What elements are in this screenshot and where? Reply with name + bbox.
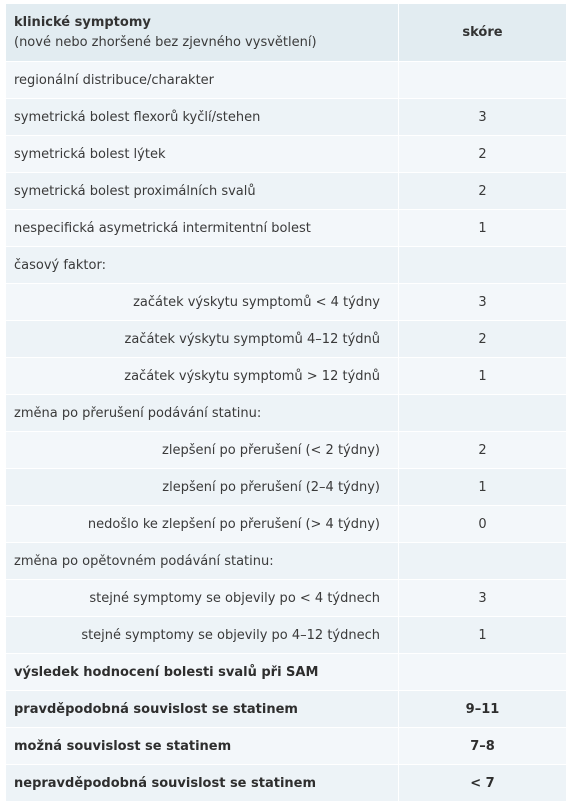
row-label: symetrická bolest flexorů kyčlí/stehen <box>6 99 399 135</box>
row-score <box>399 543 566 579</box>
table-row <box>6 617 566 654</box>
table-row <box>6 136 566 173</box>
row-label: symetrická bolest proximálních svalů <box>6 173 399 209</box>
row-label: regionální distribuce/charakter <box>6 62 399 98</box>
row-label: nepravděpodobná souvislost se statinem <box>6 765 399 801</box>
row-score: 1 <box>399 358 566 394</box>
table-row <box>6 543 566 580</box>
table-header <box>6 4 566 62</box>
table-row <box>6 284 566 321</box>
row-label: stejné symptomy se objevily po < 4 týdnech <box>6 580 399 616</box>
table-row <box>6 506 566 543</box>
row-score: 9–11 <box>465 701 500 717</box>
table-row <box>6 321 566 358</box>
table-row <box>6 173 566 210</box>
row-score: 2 <box>399 432 566 468</box>
row-label: pravděpodobná souvislost se statinem <box>6 691 399 727</box>
row-score: 1 <box>478 627 487 643</box>
header-score: skóre <box>462 25 503 40</box>
header-subtitle: (nové nebo zhoršené bez zjevného vysvětlení) <box>14 34 317 50</box>
table-row <box>6 765 566 802</box>
row-label: nedošlo ke zlepšení po přerušení (> 4 týdny) <box>6 506 399 542</box>
row-label: možná souvislost se statinem <box>6 728 399 764</box>
row-score: 3 <box>399 580 566 616</box>
row-label: symetrická bolest lýtek <box>6 136 399 172</box>
row-label: výsledek hodnocení bolesti svalů při SAM <box>6 654 399 690</box>
table-row <box>6 691 566 728</box>
header-label-cell <box>6 4 399 61</box>
row-score: 7–8 <box>399 728 566 764</box>
row-score: 1 <box>478 479 487 495</box>
row-score: 3 <box>478 109 487 125</box>
row-label: změna po opětovném podávání statinu: <box>6 543 399 579</box>
row-label: zlepšení po přerušení (2–4 týdny) <box>6 469 399 505</box>
table-row <box>6 728 566 765</box>
row-label: stejné symptomy se objevily po 4–12 týdnech <box>6 617 399 653</box>
scoring-table <box>6 4 566 802</box>
row-label: začátek výskytu symptomů < 4 týdny <box>6 284 399 320</box>
table-row <box>6 358 566 395</box>
row-score <box>399 62 566 98</box>
table-row <box>6 210 566 247</box>
row-score <box>399 654 566 690</box>
row-score: 1 <box>399 210 566 246</box>
row-label: změna po přerušení podávání statinu: <box>6 395 399 431</box>
row-label: časový faktor: <box>6 247 399 283</box>
row-score <box>399 395 566 431</box>
row-label: zlepšení po přerušení (< 2 týdny) <box>6 432 399 468</box>
row-score: 2 <box>478 331 487 347</box>
table-row <box>6 469 566 506</box>
row-label: nespecifická asymetrická intermitentní bolest <box>6 210 399 246</box>
table-row <box>6 654 566 691</box>
table-row <box>6 395 566 432</box>
row-score: 3 <box>399 284 566 320</box>
table-row <box>6 580 566 617</box>
row-label: začátek výskytu symptomů 4–12 týdnů <box>6 321 399 357</box>
table-row <box>6 62 566 99</box>
row-score: 2 <box>478 183 487 199</box>
row-score: 0 <box>399 506 566 542</box>
row-label: začátek výskytu symptomů > 12 týdnů <box>6 358 399 394</box>
row-score: < 7 <box>470 775 495 791</box>
table-row <box>6 247 566 284</box>
row-score: 2 <box>399 136 566 172</box>
table-row <box>6 432 566 469</box>
header-title: klinické symptomy <box>14 14 151 30</box>
table-row <box>6 99 566 136</box>
row-score <box>399 247 566 283</box>
